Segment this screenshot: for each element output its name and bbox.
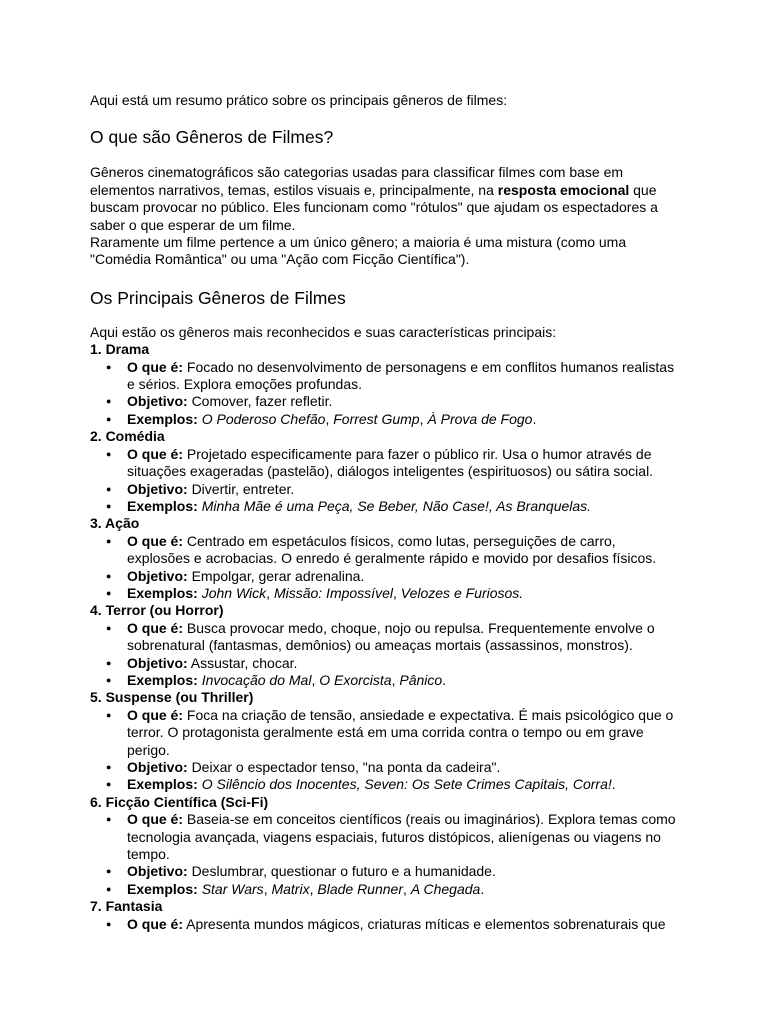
example-title: Velozes e Furiosos.: [400, 584, 524, 601]
example-title: Minha Mãe é uma Peça, Se Beber, Não Case!, As Branquelas.: [201, 497, 592, 514]
example-title: Star Wars: [201, 880, 264, 897]
label: O que é:: [127, 915, 184, 932]
label: Exemplos:: [127, 410, 198, 427]
example-title: John Wick: [201, 584, 267, 601]
genre-what: [127, 533, 682, 568]
separator: ,: [391, 671, 400, 688]
genre-title: 5. Suspense (ou Thriller): [90, 689, 254, 706]
value: Centrado em espetáculos físicos, como lutas, perseguições de carro, explosões e acrobacias. O enredo é geralmente rápido e movido por desafios físicos.: [127, 532, 657, 567]
genre-details: [90, 811, 682, 898]
genre-title: 1. Drama: [90, 341, 150, 358]
genre-item: [90, 898, 682, 933]
separator: .: [480, 880, 485, 897]
section-heading-what: O que são Gêneros de Filmes?: [90, 127, 334, 148]
genre-goal: [127, 863, 682, 880]
label: O que é:: [127, 445, 184, 462]
paragraph-text: Gêneros cinematográficos são categorias usadas para classificar filmes com base em elementos narrativos, temas, estilos visuais e, principalmente, na: [90, 164, 624, 198]
section1-paragraph-2: Raramente um filme pertence a um único gênero; a maioria é uma mistura (como uma "Comédia Romântica" ou uma "Ação com Ficção Científica").: [90, 234, 627, 268]
paragraph-text: que buscam provocar no público. Eles funcionam como "rótulos" que ajudam os espectadores a saber o que esperar de um filme.: [90, 181, 658, 233]
label: O que é:: [127, 358, 184, 375]
genre-examples: [127, 672, 682, 689]
example-title: Missão: Impossível: [273, 584, 393, 601]
genre-item: [90, 794, 682, 898]
genre-details: [90, 707, 682, 794]
genre-what: [127, 916, 682, 933]
label: Objetivo:: [127, 863, 188, 880]
example-title: Blade Runner: [317, 880, 403, 897]
genre-examples: [127, 411, 682, 428]
separator: .: [611, 776, 616, 793]
section2-lead: Aqui estão os gêneros mais reconhecidos e suas características principais:: [90, 323, 557, 340]
separator: ,: [311, 671, 320, 688]
label: O que é:: [127, 811, 184, 828]
example-title: O Silêncio dos Inocentes, Seven: Os Sete Crimes Capitais, Corra!: [201, 776, 612, 793]
example-title: Matrix: [271, 880, 310, 897]
genre-what: [127, 620, 682, 655]
genre-examples: [127, 881, 682, 898]
example-title: O Poderoso Chefão: [201, 410, 326, 427]
label: Objetivo:: [127, 654, 188, 671]
label: Objetivo:: [127, 480, 188, 497]
separator: ,: [419, 410, 428, 427]
example-title: A Chegada: [410, 880, 481, 897]
example-title: Pânico: [399, 671, 443, 688]
genre-item: [90, 515, 682, 602]
genre-examples: [127, 498, 682, 515]
genre-title: 4. Terror (ou Horror): [90, 602, 224, 619]
value: Empolgar, gerar adrenalina.: [191, 567, 365, 584]
genre-item: [90, 428, 682, 515]
value: Baseia-se em conceitos científicos (reais ou imaginários). Explora temas como tecnologia avançada, viagens espaciais, futuros distópicos, alienígenas ou viagens no tempo.: [127, 811, 676, 863]
separator: ,: [403, 880, 411, 897]
genre-item: [90, 341, 682, 428]
example-title: O Exorcista: [319, 671, 392, 688]
value: Comover, fazer refletir.: [191, 393, 333, 410]
separator: ,: [263, 880, 272, 897]
label: Objetivo:: [127, 759, 188, 775]
separator: .: [442, 671, 447, 688]
label: O que é:: [127, 619, 184, 636]
genre-what: [127, 359, 682, 394]
genre-title: 6. Ficção Científica (Sci-Fi): [90, 793, 269, 810]
genre-details: [90, 620, 682, 690]
separator: ,: [392, 584, 401, 601]
value: Projetado especificamente para fazer o público rir. Usa o humor através de situações exageradas (pastelão), diálogos inteligentes (espirituosos) ou sátira social.: [127, 445, 654, 480]
section-heading-genres: Os Principais Gêneros de Filmes: [90, 287, 346, 308]
value: Busca provocar medo, choque, nojo ou repulsa. Frequentemente envolve o sobrenatural (fantasmas, demônios) ou ameaças mortais (assassinos, monstros).: [127, 619, 655, 654]
genre-goal: [127, 393, 682, 410]
section1-paragraph-1: [90, 164, 682, 234]
separator: ,: [266, 584, 274, 601]
genre-title: 2. Comédia: [90, 428, 165, 445]
label: O que é:: [127, 706, 184, 723]
value: Focado no desenvolvimento de personagens e em conflitos humanos realistas e sérios. Explora emoções profundas.: [127, 358, 675, 393]
genre-details: [90, 446, 682, 516]
label: Exemplos:: [127, 497, 198, 514]
genre-goal: [127, 568, 682, 585]
genre-item: [90, 689, 682, 793]
value: Assustar, chocar.: [190, 654, 298, 671]
genre-goal: [127, 759, 682, 776]
emphasis-text: resposta emocional: [497, 181, 630, 198]
separator: .: [532, 410, 537, 427]
label: Exemplos:: [127, 776, 198, 793]
genre-what: [127, 811, 682, 863]
genre-what: [127, 707, 682, 759]
value: Divertir, entreter.: [191, 480, 295, 497]
value: Deslumbrar, questionar o futuro e a humanidade.: [191, 863, 496, 880]
example-title: À Prova de Fogo: [427, 410, 533, 427]
label: Exemplos:: [127, 880, 198, 897]
genre-title: 7. Fantasia: [90, 898, 163, 915]
genre-goal: [127, 481, 682, 498]
label: Objetivo:: [127, 393, 188, 410]
genre-what: [127, 446, 682, 481]
genre-goal: [127, 655, 682, 672]
genre-details: [90, 533, 682, 603]
genre-title: 3. Ação: [90, 515, 140, 532]
value: Deixar o espectador tenso, "na ponta da cadeira".: [191, 759, 501, 775]
separator: ,: [325, 410, 334, 427]
separator: ,: [309, 880, 318, 897]
example-title: Forrest Gump: [333, 410, 420, 427]
genre-item: [90, 602, 682, 689]
label: Objetivo:: [127, 567, 188, 584]
value: Foca na criação de tensão, ansiedade e expectativa. É mais psicológico que o terror. O protagonista geralmente está em uma corrida contra o tempo ou em grave perigo.: [127, 706, 674, 758]
label: Exemplos:: [127, 671, 198, 688]
label: Exemplos:: [127, 584, 198, 601]
genre-details: [90, 359, 682, 429]
label: O que é:: [127, 532, 184, 549]
value: Apresenta mundos mágicos, criaturas míticas e elementos sobrenaturais que: [186, 915, 666, 932]
genre-details: [90, 916, 682, 933]
example-title: Invocação do Mal: [201, 671, 312, 688]
genre-examples: [127, 776, 682, 793]
intro-text: Aqui está um resumo prático sobre os principais gêneros de filmes:: [90, 92, 508, 108]
genre-examples: [127, 585, 682, 602]
